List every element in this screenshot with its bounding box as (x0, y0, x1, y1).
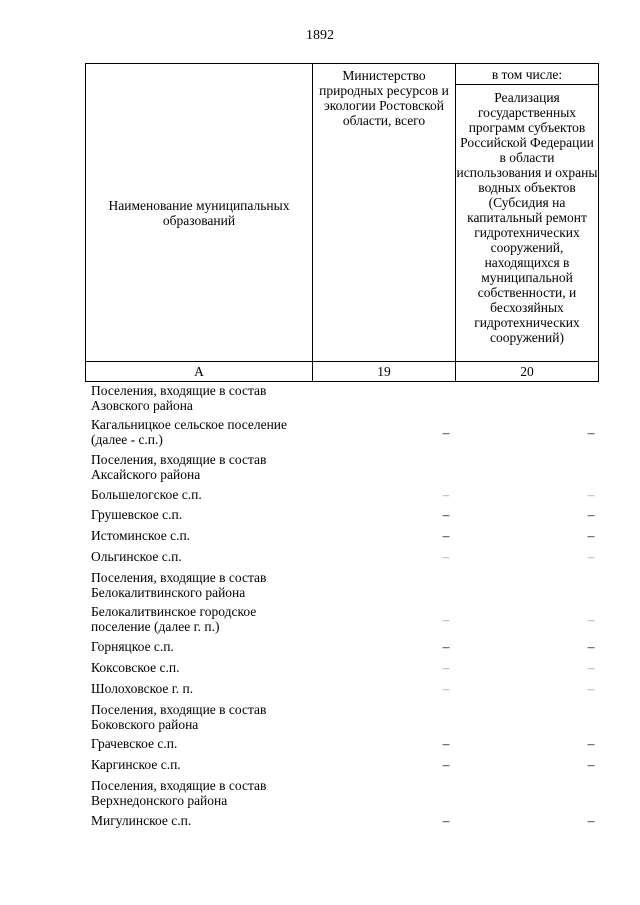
table-row (91, 681, 595, 696)
row-value-19: – (442, 549, 450, 564)
row-value-20: – (587, 612, 595, 627)
row-label: Ольгинское с.п. (91, 549, 182, 564)
table-row (91, 757, 595, 772)
table-row (91, 417, 595, 447)
row-label: Поселения, входящие в состав Боковского района (91, 702, 267, 732)
row-label: Поселения, входящие в состав Аксайского района (91, 452, 267, 482)
table-row (91, 660, 595, 675)
row-label: Большелогское с.п. (91, 487, 202, 502)
header-name-cell: Наименование муниципальных образований (86, 64, 313, 362)
page-number: 1892 (306, 28, 334, 43)
row-value-20: – (587, 639, 595, 654)
row-label: Горняцкое с.п. (91, 639, 174, 654)
table-row (91, 452, 301, 482)
row-label: Мигулинское с.п. (91, 813, 192, 828)
table-row (91, 639, 595, 654)
header-index-19: 19 (313, 362, 456, 382)
row-value-19: – (442, 757, 450, 772)
row-value-20: – (587, 681, 595, 696)
row-label: Белокалитвинское городское поселение (далее г. п.) (91, 604, 257, 634)
row-label: Поселения, входящие в состав Азовского района (91, 383, 267, 413)
row-value-20: – (587, 528, 595, 543)
table-header (85, 63, 599, 382)
row-label: Каргинское с.п. (91, 757, 181, 772)
table-row (91, 736, 595, 751)
header-col19-cell: Министерство природных ресурсов и экологии Ростовской области, всего (313, 64, 456, 362)
row-value-19: – (442, 681, 450, 696)
row-value-19: – (442, 507, 450, 522)
table-row (91, 813, 595, 828)
row-label: Поселения, входящие в состав Верхнедонского района (91, 778, 267, 808)
row-label: Поселения, входящие в состав Белокалитвинского района (91, 570, 267, 600)
row-value-19: – (442, 487, 450, 502)
table-row (91, 702, 301, 732)
header-col20-cell: Реализация государственных программ субъектов Российской Федерации в области использования и охраны водных объектов (Субсидия на капитальный ремонт гидротехнических сооружений, находящихся в муниципальной собственности, и бесхозяйных гидротехнических сооружений) (456, 85, 599, 362)
table-row (91, 507, 595, 522)
row-label: Кагальницкое сельское поселение (далее - с.п.) (91, 417, 288, 447)
header-index-name: А (86, 362, 313, 382)
table-row (91, 487, 595, 502)
row-label: Истоминское с.п. (91, 528, 191, 543)
row-value-19: – (442, 612, 450, 627)
row-label: Шолоховское г. п. (91, 681, 194, 696)
row-value-19: – (442, 736, 450, 751)
row-value-19: – (442, 528, 450, 543)
table-row (91, 528, 595, 543)
row-value-20: – (587, 757, 595, 772)
header-col20-group-cell: в том числе: (456, 64, 599, 85)
row-value-20: – (587, 507, 595, 522)
row-value-20: – (587, 425, 595, 440)
row-value-19: – (442, 639, 450, 654)
row-value-20: – (587, 813, 595, 828)
row-label: Коксовское с.п. (91, 660, 180, 675)
row-value-19: – (442, 660, 450, 675)
row-value-20: – (587, 660, 595, 675)
header-index-20: 20 (456, 362, 599, 382)
row-value-20: – (587, 487, 595, 502)
row-value-20: – (587, 549, 595, 564)
row-label: Грачевское с.п. (91, 736, 178, 751)
table-row (91, 570, 301, 600)
table-row (91, 549, 595, 564)
row-value-19: – (442, 425, 450, 440)
row-value-20: – (587, 736, 595, 751)
table-row (91, 383, 301, 413)
row-label: Грушевское с.п. (91, 507, 183, 522)
table-row (91, 778, 301, 808)
row-value-19: – (442, 813, 450, 828)
table-row (91, 604, 595, 634)
